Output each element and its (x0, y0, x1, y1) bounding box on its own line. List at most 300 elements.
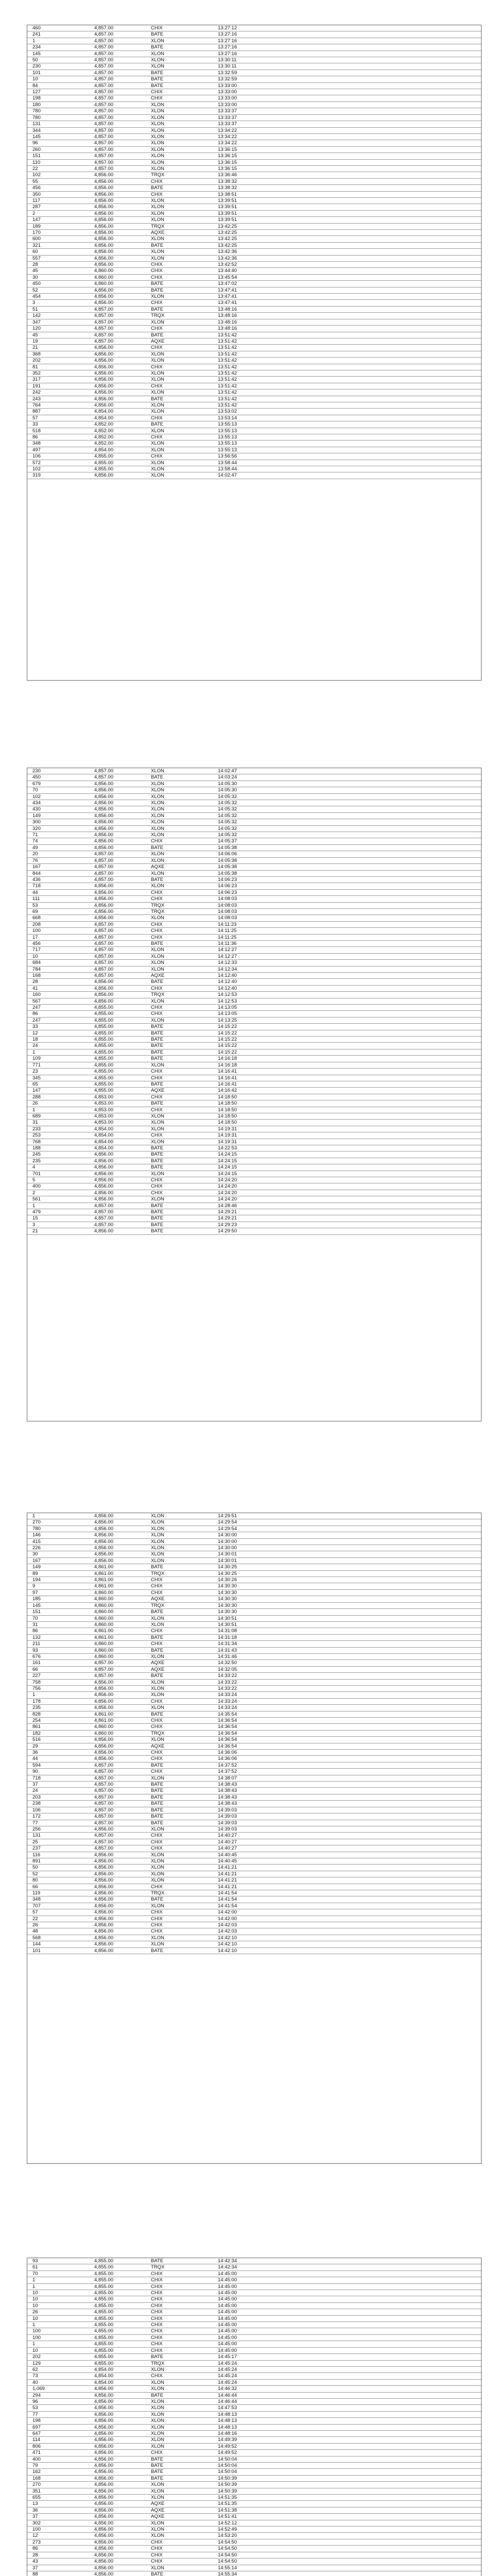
time-cell: 13:42:52 (213, 262, 482, 268)
volume-cell: 771 (27, 1062, 89, 1068)
price-cell: 4,856.00 (89, 2437, 146, 2443)
price-cell: 4,856.00 (89, 896, 146, 902)
table-row (27, 121, 482, 127)
time-cell: 13:36:15 (213, 146, 482, 152)
price-cell: 4,853.00 (89, 1113, 146, 1119)
volume-cell: 12 (27, 2533, 89, 2539)
venue-cell: BATE (146, 1673, 213, 1679)
table-row (27, 2315, 482, 2321)
venue-cell: XLON (146, 153, 213, 159)
table-row (27, 1043, 482, 1049)
time-cell: 13:36:15 (213, 159, 482, 165)
time-cell: 13:34:22 (213, 127, 482, 133)
time-cell: 14:51:35 (213, 2501, 482, 2507)
table-row (27, 1126, 482, 1132)
volume-cell: 36 (27, 1750, 89, 1756)
time-cell: 14:06:23 (213, 876, 482, 883)
price-cell: 4,857.00 (89, 50, 146, 57)
price-cell: 4,856.00 (89, 2514, 146, 2520)
volume-cell: 203 (27, 1794, 89, 1800)
table-row (27, 326, 482, 332)
price-cell: 4,856.00 (89, 1884, 146, 1890)
venue-cell: BATE (146, 44, 213, 50)
table-row (27, 2411, 482, 2417)
volume-cell: 44 (27, 889, 89, 895)
price-cell: 4,856.00 (89, 2507, 146, 2513)
table-row (27, 2386, 482, 2392)
venue-cell: CHIX (146, 1094, 213, 1100)
volume-cell: 70 (27, 787, 89, 793)
venue-cell: CHIX (146, 2341, 213, 2347)
price-cell: 4,857.00 (89, 338, 146, 344)
price-cell: 4,856.00 (89, 2571, 146, 2576)
time-cell: 14:36:54 (213, 1737, 482, 1743)
price-cell: 4,856.00 (89, 832, 146, 838)
price-cell: 4,860.00 (89, 268, 146, 274)
venue-cell: XLON (146, 1526, 213, 1532)
volume-cell: 561 (27, 1196, 89, 1202)
price-cell: 4,856.00 (89, 1756, 146, 1762)
venue-cell: XLON (146, 440, 213, 447)
venue-cell: XLON (146, 1557, 213, 1564)
volume-cell: 400 (27, 2456, 89, 2462)
table-row (27, 185, 482, 191)
venue-cell: CHIX (146, 1750, 213, 1756)
venue-cell: BATE (146, 1807, 213, 1813)
venue-cell: CHIX (146, 934, 213, 940)
volume-cell: 317 (27, 377, 89, 383)
volume-cell: 86 (27, 2546, 89, 2552)
time-cell: 14:30:30 (213, 1596, 482, 1602)
volume-cell: 1 (27, 2341, 89, 2347)
time-cell: 14:06:23 (213, 883, 482, 889)
table-row (27, 2495, 482, 2501)
volume-cell: 142 (27, 313, 89, 319)
volume-cell: 3 (27, 300, 89, 306)
time-cell: 14:24:15 (213, 1151, 482, 1158)
table-row (27, 2264, 482, 2270)
table-row (27, 2283, 482, 2290)
volume-cell: 119 (27, 1890, 89, 1896)
time-cell: 14:48:13 (213, 2411, 482, 2417)
time-cell: 14:49:52 (213, 2450, 482, 2456)
venue-cell: CHIX (146, 2539, 213, 2545)
time-cell: 14:08:03 (213, 908, 482, 914)
table-row (27, 178, 482, 184)
venue-cell: XLON (146, 1865, 213, 1871)
venue-cell: CHIX (146, 1589, 213, 1596)
time-cell: 13:51:42 (213, 402, 482, 408)
time-cell: 14:40:27 (213, 1839, 482, 1845)
time-cell: 14:40:45 (213, 1858, 482, 1864)
table-row (27, 472, 482, 479)
time-cell: 13:51:42 (213, 396, 482, 402)
time-cell: 13:47:02 (213, 281, 482, 287)
venue-cell: XLON (146, 2443, 213, 2449)
table-row (27, 966, 482, 972)
venue-cell: XLON (146, 1139, 213, 1145)
volume-cell: 116 (27, 1852, 89, 1858)
table-row (27, 1017, 482, 1023)
price-cell: 4,856.00 (89, 2527, 146, 2533)
volume-cell: 102 (27, 172, 89, 178)
venue-cell: TRQX (146, 1570, 213, 1577)
volume-cell: 208 (27, 921, 89, 927)
venue-cell: XLON (146, 1532, 213, 1538)
table-row (27, 915, 482, 921)
volume-cell: 25 (27, 1839, 89, 1845)
volume-cell: 676 (27, 1653, 89, 1659)
venue-cell: XLON (146, 1737, 213, 1743)
venue-cell: BATE (146, 2258, 213, 2264)
volume-cell: 233 (27, 1126, 89, 1132)
time-cell: 13:27:16 (213, 38, 482, 44)
table-row (27, 2405, 482, 2411)
time-cell: 14:32:05 (213, 1666, 482, 1672)
price-cell: 4,856.00 (89, 249, 146, 255)
table-row (27, 1113, 482, 1119)
table-row (27, 870, 482, 876)
price-cell: 4,857.00 (89, 70, 146, 76)
price-cell: 4,857.00 (89, 31, 146, 38)
table-row (27, 1196, 482, 1202)
price-cell: 4,854.00 (89, 1132, 146, 1139)
venue-cell: XLON (146, 1935, 213, 1941)
volume-cell: 96 (27, 140, 89, 146)
venue-cell: CHIX (146, 1839, 213, 1845)
time-cell: 14:24:20 (213, 1190, 482, 1196)
price-cell: 4,860.00 (89, 1621, 146, 1628)
time-cell: 14:36:06 (213, 1750, 482, 1756)
volume-cell: 110 (27, 159, 89, 165)
price-cell: 4,856.00 (89, 402, 146, 408)
time-cell: 14:52:49 (213, 2527, 482, 2533)
venue-cell: CHIX (146, 2283, 213, 2290)
venue-cell: CHIX (146, 2315, 213, 2321)
table-row (27, 1532, 482, 1538)
volume-cell: 780 (27, 1526, 89, 1532)
price-cell: 4,855.00 (89, 2258, 146, 2264)
table-row (27, 165, 482, 172)
price-cell: 4,857.00 (89, 1202, 146, 1209)
time-cell: 14:33:24 (213, 1705, 482, 1711)
volume-cell: 106 (27, 453, 89, 460)
volume-cell: 256 (27, 1826, 89, 1832)
time-cell: 14:41:54 (213, 1903, 482, 1909)
price-cell: 4,856.00 (89, 787, 146, 793)
venue-cell: BATE (146, 31, 213, 38)
table-row (27, 902, 482, 908)
volume-cell: 170 (27, 230, 89, 236)
price-cell: 4,857.00 (89, 864, 146, 870)
venue-cell: XLON (146, 50, 213, 57)
price-cell: 4,856.00 (89, 1196, 146, 1202)
price-cell: 4,857.00 (89, 1666, 146, 1672)
time-cell: 13:44:40 (213, 268, 482, 274)
volume-cell: 13 (27, 2501, 89, 2507)
table-row (27, 1056, 482, 1062)
price-cell: 4,856.00 (89, 1164, 146, 1171)
price-cell: 4,856.00 (89, 185, 146, 191)
venue-cell: BATE (146, 2469, 213, 2475)
time-cell: 14:29:21 (213, 1209, 482, 1215)
venue-cell: XLON (146, 377, 213, 383)
volume-cell: 288 (27, 1094, 89, 1100)
volume-cell: 780 (27, 108, 89, 114)
volume-cell: 168 (27, 2475, 89, 2481)
table-row (27, 1222, 482, 1228)
venue-cell: XLON (146, 2520, 213, 2526)
price-cell: 4,856.00 (89, 287, 146, 293)
time-cell: 13:34:22 (213, 140, 482, 146)
price-cell: 4,855.00 (89, 2277, 146, 2283)
volume-cell: 242 (27, 389, 89, 396)
price-cell: 4,857.00 (89, 1769, 146, 1775)
volume-cell: 28 (27, 2552, 89, 2558)
price-cell: 4,857.00 (89, 973, 146, 979)
price-cell: 4,857.00 (89, 1222, 146, 1228)
volume-cell: 185 (27, 1596, 89, 1602)
price-cell: 4,855.00 (89, 1049, 146, 1055)
price-cell: 4,857.00 (89, 870, 146, 876)
volume-cell: 33 (27, 1024, 89, 1030)
venue-cell: BATE (146, 2463, 213, 2469)
venue-cell: XLON (146, 204, 213, 210)
volume-cell: 180 (27, 101, 89, 108)
time-cell: 13:42:36 (213, 249, 482, 255)
time-cell: 14:45:00 (213, 2334, 482, 2341)
venue-cell: BATE (146, 1814, 213, 1820)
table-row (27, 127, 482, 133)
table-row (27, 1621, 482, 1628)
venue-cell: TRQX (146, 172, 213, 178)
volume-cell: 12 (27, 1030, 89, 1036)
time-cell: 14:45:00 (213, 2347, 482, 2353)
time-cell: 14:45:00 (213, 2296, 482, 2302)
table-row (27, 1865, 482, 1871)
table-row (27, 204, 482, 210)
table-row (27, 2443, 482, 2449)
volume-cell: 450 (27, 281, 89, 287)
time-cell: 14:11:23 (213, 921, 482, 927)
table-row (27, 2527, 482, 2533)
venue-cell: XLON (146, 255, 213, 261)
table-row (27, 338, 482, 344)
time-cell: 13:51:42 (213, 345, 482, 351)
venue-cell: AQXE (146, 1660, 213, 1666)
table-row (27, 1088, 482, 1094)
price-cell: 4,856.00 (89, 2430, 146, 2436)
venue-cell: XLON (146, 1113, 213, 1119)
time-cell: 14:50:39 (213, 2475, 482, 2481)
volume-cell: 245 (27, 1151, 89, 1158)
venue-cell: XLON (146, 800, 213, 806)
venue-cell: CHIX (146, 2302, 213, 2309)
venue-cell: AQXE (146, 1666, 213, 1672)
time-cell: 14:24:20 (213, 1196, 482, 1202)
volume-cell: 70 (27, 1615, 89, 1621)
table-row (27, 2360, 482, 2366)
table-row (27, 908, 482, 914)
venue-cell: CHIX (146, 262, 213, 268)
volume-cell: 88 (27, 2571, 89, 2576)
volume-cell: 227 (27, 1673, 89, 1679)
table-row (27, 992, 482, 998)
table-row (27, 1024, 482, 1030)
venue-cell: CHIX (146, 434, 213, 440)
time-cell: 13:34:22 (213, 133, 482, 140)
venue-cell: XLON (146, 2411, 213, 2417)
volume-cell: 238 (27, 1801, 89, 1807)
price-cell: 4,857.00 (89, 966, 146, 972)
price-cell: 4,857.00 (89, 1839, 146, 1845)
venue-cell: XLON (146, 1877, 213, 1884)
volume-cell: 368 (27, 351, 89, 357)
table-row (27, 2482, 482, 2488)
venue-cell: XLON (146, 1062, 213, 1068)
price-cell: 4,855.00 (89, 1011, 146, 1017)
table-row (27, 1596, 482, 1602)
time-cell: 14:18:50 (213, 1107, 482, 1113)
time-cell: 14:40:45 (213, 1852, 482, 1858)
volume-cell: 194 (27, 1577, 89, 1583)
price-cell: 4,857.00 (89, 319, 146, 325)
time-cell: 14:46:44 (213, 2398, 482, 2404)
table-row (27, 2328, 482, 2334)
time-cell: 14:30:01 (213, 1557, 482, 1564)
time-cell: 14:15:22 (213, 1030, 482, 1036)
venue-cell: AQXE (146, 230, 213, 236)
time-cell: 14:12:27 (213, 947, 482, 953)
table-row (27, 2430, 482, 2436)
price-cell: 4,857.00 (89, 76, 146, 82)
time-cell: 14:55:34 (213, 2571, 482, 2576)
price-cell: 4,856.00 (89, 383, 146, 389)
volume-cell: 4 (27, 1164, 89, 1171)
table-row (27, 1513, 482, 1519)
table-row (27, 1538, 482, 1545)
table-row (27, 953, 482, 959)
venue-cell: BATE (146, 1801, 213, 1807)
table-row (27, 447, 482, 453)
price-cell: 4,856.00 (89, 2552, 146, 2558)
volume-cell: 61 (27, 2264, 89, 2270)
volume-cell: 188 (27, 1145, 89, 1151)
price-cell: 4,854.00 (89, 415, 146, 421)
table-row (27, 1011, 482, 1017)
time-cell: 14:42:03 (213, 1928, 482, 1935)
venue-cell: XLON (146, 883, 213, 889)
venue-cell: CHIX (146, 1916, 213, 1922)
venue-cell: XLON (146, 787, 213, 793)
table-row (27, 389, 482, 396)
time-cell: 14:22:53 (213, 1145, 482, 1151)
time-cell: 14:53:20 (213, 2533, 482, 2539)
volume-cell: 89 (27, 1570, 89, 1577)
table-row (27, 1737, 482, 1743)
table-row (27, 1564, 482, 1570)
volume-cell: 718 (27, 1775, 89, 1781)
volume-cell: 235 (27, 1158, 89, 1164)
venue-cell: BATE (146, 82, 213, 89)
time-cell: 14:12:34 (213, 966, 482, 972)
time-cell: 14:31:46 (213, 1653, 482, 1659)
price-cell: 4,855.00 (89, 1024, 146, 1030)
time-cell: 13:55:13 (213, 447, 482, 453)
venue-cell: CHIX (146, 1628, 213, 1634)
venue-cell: XLON (146, 146, 213, 152)
price-cell: 4,856.00 (89, 1183, 146, 1190)
volume-cell: 887 (27, 409, 89, 415)
time-cell: 14:32:50 (213, 1660, 482, 1666)
volume-cell: 247 (27, 1017, 89, 1023)
time-cell: 14:19:31 (213, 1126, 482, 1132)
volume-cell: 30 (27, 1551, 89, 1557)
volume-cell: 23 (27, 1069, 89, 1075)
price-cell: 4,853.00 (89, 1094, 146, 1100)
price-cell: 4,856.00 (89, 979, 146, 985)
time-cell: 14:05:38 (213, 870, 482, 876)
table-row (27, 1794, 482, 1800)
table-row (27, 960, 482, 966)
volume-cell: 697 (27, 2424, 89, 2430)
table-row (27, 364, 482, 370)
volume-cell: 102 (27, 466, 89, 472)
venue-cell: XLON (146, 1826, 213, 1832)
volume-cell: 10 (27, 2290, 89, 2296)
table-row (27, 440, 482, 447)
price-cell: 4,855.00 (89, 1017, 146, 1023)
venue-cell: BATE (146, 1043, 213, 1049)
table-row (27, 1557, 482, 1564)
table-row (27, 985, 482, 991)
table-row (27, 101, 482, 108)
volume-cell: 60 (27, 249, 89, 255)
venue-cell: XLON (146, 2386, 213, 2392)
volume-cell: 202 (27, 2354, 89, 2360)
price-cell: 4,857.00 (89, 1782, 146, 1788)
volume-cell: 28 (27, 262, 89, 268)
price-cell: 4,856.00 (89, 2398, 146, 2404)
price-cell: 4,857.00 (89, 108, 146, 114)
volume-cell: 758 (27, 1679, 89, 1685)
volume-cell: 497 (27, 447, 89, 453)
table-row (27, 1890, 482, 1896)
table-row (27, 1839, 482, 1845)
venue-cell: BATE (146, 2456, 213, 2462)
time-cell: 13:51:42 (213, 351, 482, 357)
time-cell: 14:35:54 (213, 1711, 482, 1717)
price-cell: 4,856.00 (89, 2386, 146, 2392)
volume-cell: 294 (27, 2392, 89, 2398)
trade-block (27, 1513, 482, 2164)
venue-cell: CHIX (146, 383, 213, 389)
table-row (27, 1183, 482, 1190)
table-row (27, 1692, 482, 1698)
table-row (27, 242, 482, 248)
time-cell: 13:32:59 (213, 76, 482, 82)
price-cell: 4,857.00 (89, 940, 146, 946)
venue-cell: CHIX (146, 1069, 213, 1075)
venue-cell: XLON (146, 806, 213, 812)
table-row (27, 82, 482, 89)
volume-cell: 18 (27, 1037, 89, 1043)
time-cell: 13:51:42 (213, 377, 482, 383)
price-cell: 4,857.00 (89, 768, 146, 774)
time-cell: 14:36:54 (213, 1724, 482, 1730)
table-row (27, 979, 482, 985)
volume-cell: 211 (27, 1641, 89, 1647)
